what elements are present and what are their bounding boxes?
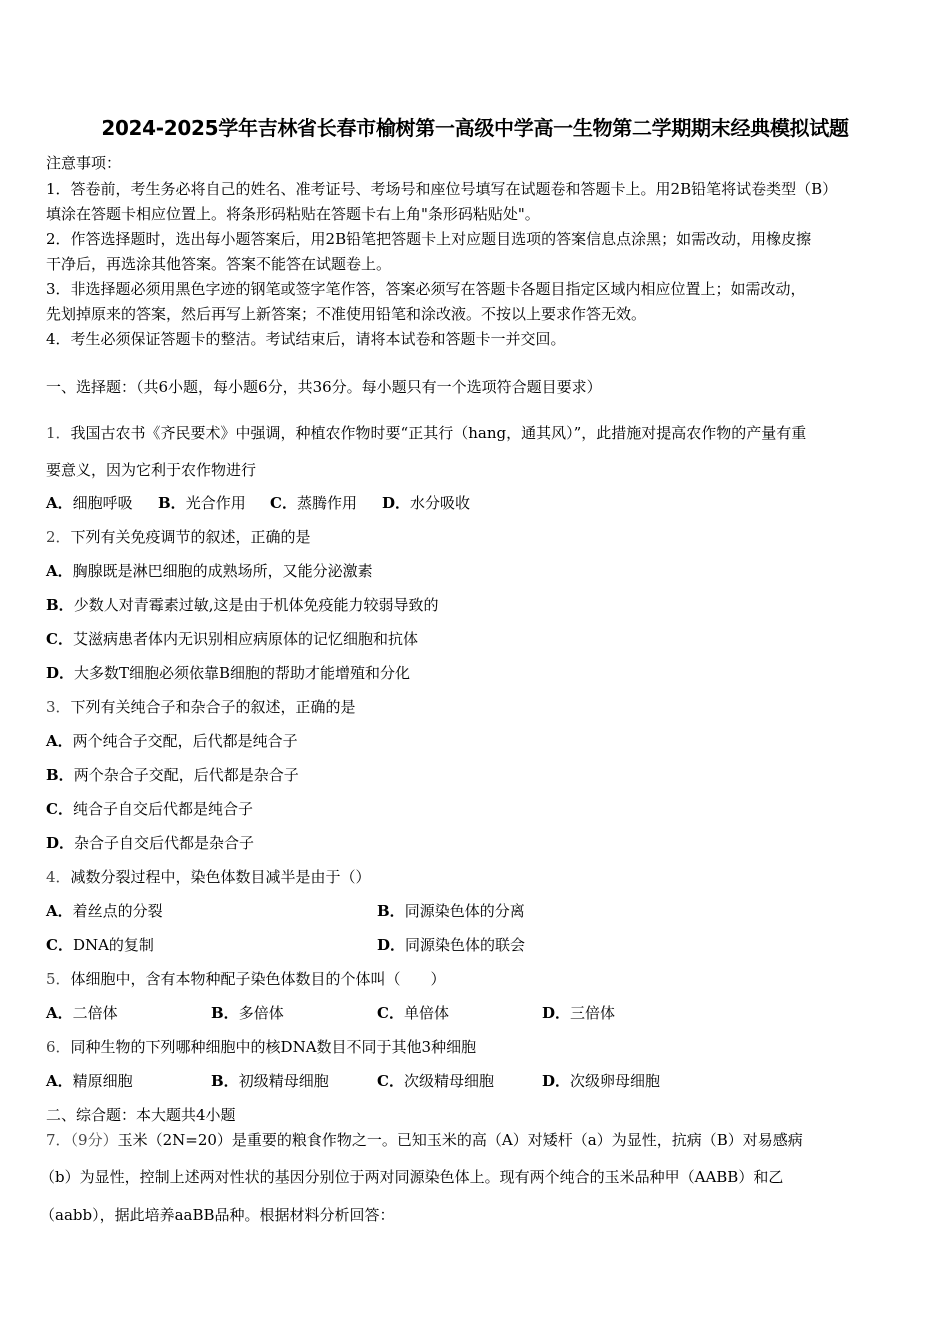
option-d: D．大多数T细胞必须依靠B细胞的帮助才能增殖和分化: [46, 664, 411, 682]
question-1-line: [46, 422, 806, 443]
notice-line: 1．答卷前，考生务必将自己的姓名、准考证号、考场号和座位号填写在试题卷和答题卡上。用2B铅笔将试卷类型（B）: [46, 180, 838, 198]
question-7-line: （b）为显性，控制上述两对性状的基因分别位于两对同源染色体上。现有两个纯合的玉米品种甲（AABB）和乙: [40, 1168, 784, 1186]
option-d: D．同源染色体的联会: [377, 936, 526, 954]
question-text: 我国古农书《齐民要术》中强调，种植农作物时要“正其行（hang，通其风）”，此措施对提高农作物的产量有重: [70, 424, 807, 442]
option-d: D．三倍体: [542, 1004, 616, 1022]
notice-line: 填涂在答题卡相应位置上。将条形码粘贴在答题卡右上角"条形码粘贴处"。: [46, 205, 540, 223]
question-3-stem: 3．下列有关纯合子和杂合子的叙述，正确的是: [46, 698, 356, 716]
question-7-line: 7．（9分）玉米（2N=20）是重要的粮食作物之一。已知玉米的高（A）对矮杆（a）为显性，抗病（B）对易感病: [46, 1131, 803, 1149]
notice-line: 3．非选择题必须用黑色字迹的钢笔或签字笔作答，答案必须写在答题卡各题目指定区域内相应位置上；如需改动，: [46, 280, 806, 298]
question-6-stem: 6．同种生物的下列哪种细胞中的核DNA数目不同于其他3种细胞: [46, 1038, 477, 1056]
option-a: A．胸腺既是淋巴细胞的成熟场所，又能分泌激素: [46, 562, 373, 580]
option-d: D．水分吸收: [382, 494, 471, 512]
option-d: D．杂合子自交后代都是杂合子: [46, 834, 255, 852]
option-b: B．同源染色体的分离: [377, 902, 525, 920]
notice-line: 干净后，再选涂其他答案。答案不能答在试题卷上。: [46, 255, 392, 273]
question-1-line: 要意义，因为它利于农作物进行: [46, 461, 257, 479]
option-a: A．二倍体: [46, 1004, 118, 1022]
option-a: A．着丝点的分裂: [46, 902, 163, 920]
option-c: C．蒸腾作用: [270, 494, 357, 512]
option-a: A．两个纯合子交配，后代都是纯合子: [46, 732, 298, 750]
option-a: A．细胞呼吸: [46, 494, 133, 512]
option-c: C．艾滋病患者体内无识别相应病原体的记忆细胞和抗体: [46, 630, 418, 648]
option-c: C．纯合子自交后代都是纯合子: [46, 800, 253, 818]
section-heading: 一、选择题：（共6小题，每小题6分，共36分。每小题只有一个选项符合题目要求）: [46, 378, 602, 396]
option-c: C．单倍体: [377, 1004, 449, 1022]
notice-heading: 注意事项：: [46, 154, 122, 172]
section-heading: 二、综合题：本大题共4小题: [46, 1106, 236, 1124]
option-b: B．两个杂合子交配，后代都是杂合子: [46, 766, 299, 784]
notice-line: 4．考生必须保证答题卡的整洁。考试结束后，请将本试卷和答题卡一并交回。: [46, 330, 566, 348]
question-number: 1．: [46, 424, 71, 442]
notice-line: 先划掉原来的答案，然后再写上新答案；不准使用铅笔和涂改液。不按以上要求作答无效。: [46, 305, 647, 323]
option-c: C．DNA的复制: [46, 936, 154, 954]
option-a: A．精原细胞: [46, 1072, 133, 1090]
page-title: 2024-2025学年吉林省长春市榆树第一高级中学高一生物第二学期期末经典模拟试题: [101, 116, 849, 140]
question-5-stem: 5．体细胞中，含有本物种配子染色体数目的个体叫（ ）: [46, 970, 446, 988]
option-b: B．光合作用: [158, 494, 246, 512]
option-b: B．少数人对青霉素过敏,这是由于机体免疫能力较弱导致的: [46, 596, 439, 614]
option-c: C．次级精母细胞: [377, 1072, 494, 1090]
option-b: B．多倍体: [211, 1004, 284, 1022]
notice-line: 2．作答选择题时，选出每小题答案后，用2B铅笔把答题卡上对应题目选项的答案信息点涂黑；如需改动，用橡皮擦: [46, 230, 812, 248]
question-7-line: （aabb），据此培养aaBB品种。根据材料分析回答：: [40, 1206, 395, 1224]
option-b: B．初级精母细胞: [211, 1072, 329, 1090]
question-4-stem: 4．减数分裂过程中，染色体数目减半是由于（）: [46, 868, 371, 886]
question-2-stem: 2．下列有关免疫调节的叙述，正确的是: [46, 528, 311, 546]
option-d: D．次级卵母细胞: [542, 1072, 661, 1090]
